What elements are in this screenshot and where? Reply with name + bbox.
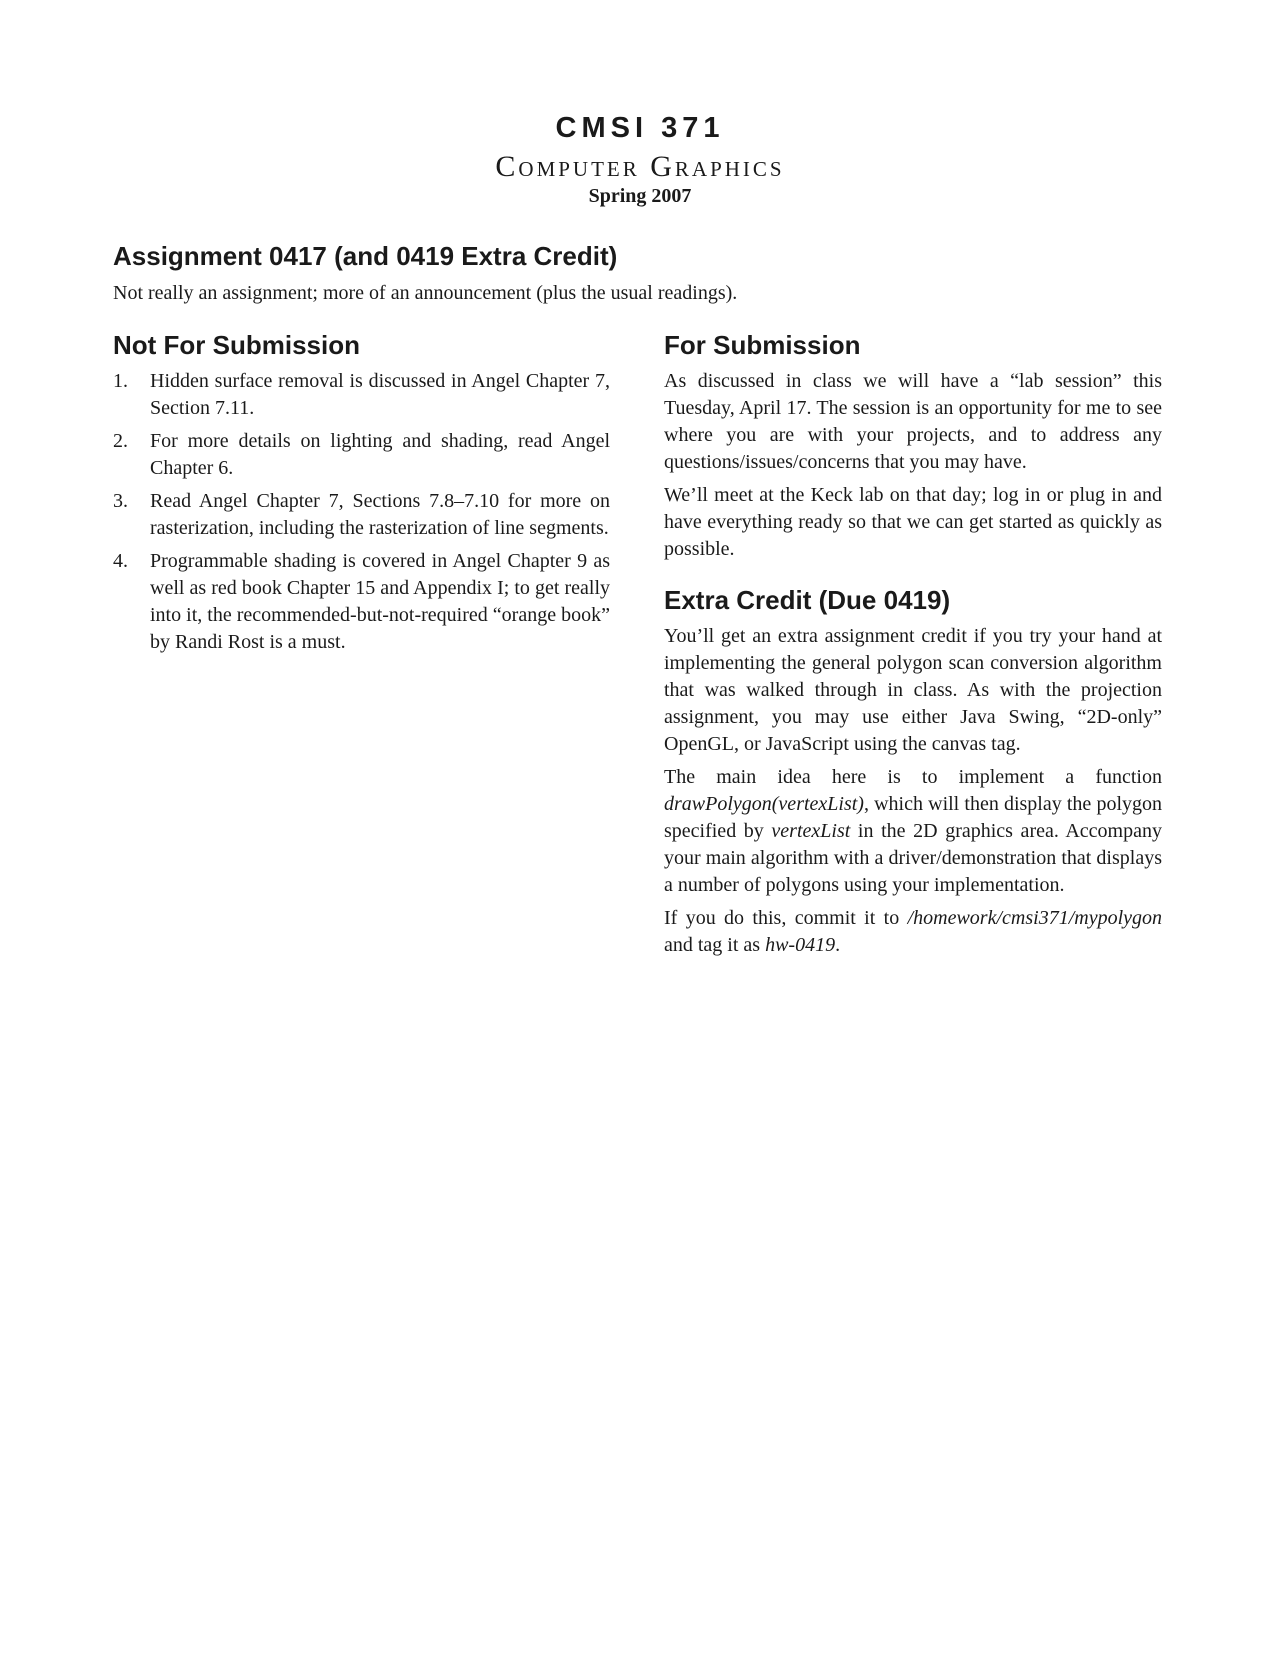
commit-paragraph: [664, 905, 1162, 959]
course-name: Computer Graphics: [495, 150, 785, 183]
extra-credit-section: [664, 585, 1162, 959]
list-item-number: 4.: [113, 550, 128, 572]
assignment-subtitle: Not really an assignment; more of an announcement (plus the usual readings).: [113, 282, 738, 304]
course-code: CMSI 371: [555, 112, 725, 144]
extra-credit-heading: Extra Credit (Due 0419): [664, 585, 951, 615]
commit-text: and tag it as: [664, 934, 766, 956]
list-item: [113, 548, 610, 656]
list-item-number: 3.: [113, 490, 128, 512]
commit-text: .: [835, 934, 841, 956]
for-submission-section: [664, 330, 1162, 563]
list-item-text: Programmable shading is covered in Angel Chapter 9 as well as red book Chapter 15 and Appendix I; to get really into it, the recommended-but-not-required “orange book” by Randi Rost is a must.: [150, 550, 610, 653]
keck-lab-paragraph: We’ll meet at the Keck lab on that day; log in or plug in and have everything ready so that we can get started as quickly as possible.: [664, 484, 1162, 560]
main-idea-text: The main idea here is to implement a function: [664, 766, 1162, 788]
for-submission-heading: For Submission: [664, 330, 861, 360]
main-idea-paragraph: [664, 764, 1162, 899]
extra-credit-intro-paragraph: You’ll get an extra assignment credit if you try your hand at implementing the general polygon scan conversion algorithm that was walked through in class. As with the projection assignment, you may use either Java Swing, “2D-only” OpenGL, or JavaScript using the canvas tag.: [664, 625, 1162, 755]
list-item: [113, 368, 610, 422]
right-column: [664, 330, 1162, 965]
main-idea-text: in the 2D graphics area. Accompany your main algorithm with a driver/demonstration that displays a number of polygons using your implementation.: [664, 820, 1162, 896]
repo-tag: hw-0419: [765, 934, 836, 956]
assignment-title: Assignment 0417 (and 0419 Extra Credit): [113, 241, 618, 271]
function-name: drawPolygon(vertexList): [664, 793, 864, 815]
list-item: [113, 488, 610, 542]
main-idea-text: , which will then display the polygon specified by: [664, 793, 1162, 842]
commit-text: If you do this, commit it to: [664, 907, 908, 929]
list-item: [113, 428, 610, 482]
list-item-text: For more details on lighting and shading, read Angel Chapter 6.: [150, 430, 610, 479]
repo-path: /homework/cmsi371/mypolygon: [907, 907, 1162, 929]
list-item-text: Hidden surface removal is discussed in Angel Chapter 7, Section 7.11.: [150, 370, 610, 419]
not-for-submission-heading: Not For Submission: [113, 330, 360, 360]
list-item-text: Read Angel Chapter 7, Sections 7.8–7.10 for more on rasterization, including the rasterization of line segments.: [150, 490, 610, 539]
reading-list: [113, 368, 610, 656]
variable-name: vertexList: [771, 820, 851, 842]
lab-session-paragraph: As discussed in class we will have a “lab session” this Tuesday, April 17. The session is an opportunity for me to see where you are with your projects, and to address any questions/issues/concerns that you may have.: [664, 370, 1162, 473]
course-header: [0, 112, 1280, 208]
list-item-number: 1.: [113, 370, 128, 392]
list-item-number: 2.: [113, 430, 128, 452]
course-term: Spring 2007: [588, 185, 692, 207]
not-for-submission-section: [113, 330, 610, 662]
